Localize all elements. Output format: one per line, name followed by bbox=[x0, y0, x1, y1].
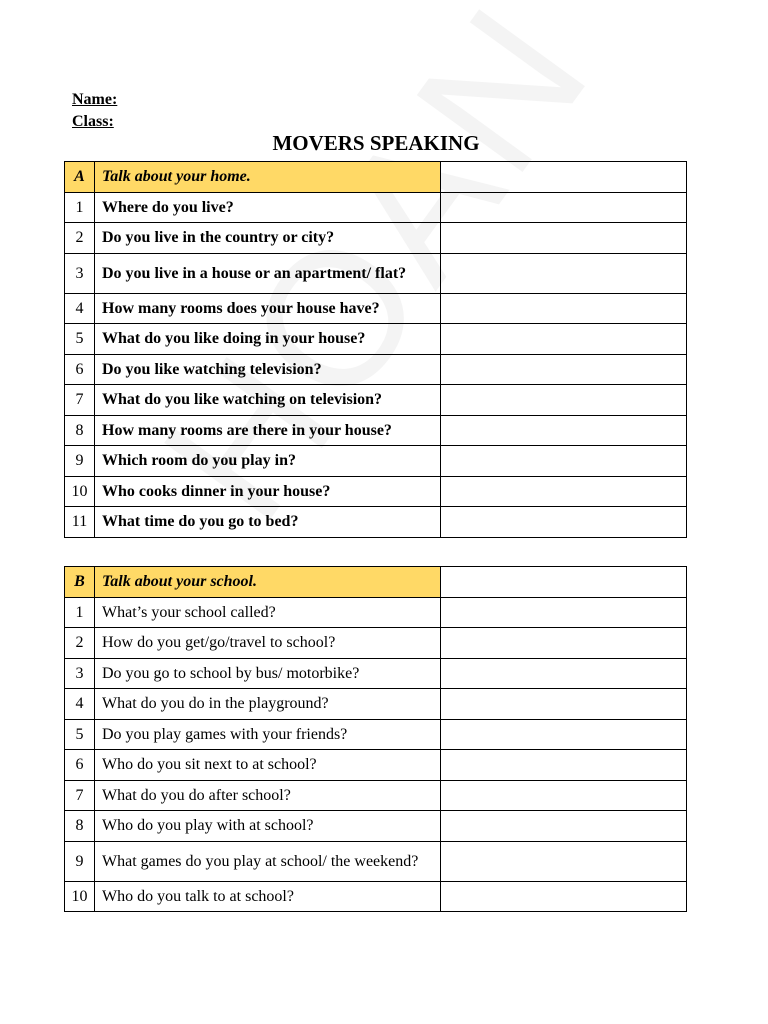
answer-cell[interactable] bbox=[441, 192, 687, 223]
question-number: 1 bbox=[65, 597, 95, 628]
question-text: Do you like watching television? bbox=[95, 354, 441, 385]
section-header-row bbox=[65, 567, 687, 598]
question-text: What do you do after school? bbox=[95, 780, 441, 811]
question-number: 11 bbox=[65, 507, 95, 538]
table-row bbox=[65, 192, 687, 223]
question-number: 4 bbox=[65, 293, 95, 324]
question-text: Who do you talk to at school? bbox=[95, 881, 441, 912]
table-row bbox=[65, 658, 687, 689]
answer-cell[interactable] bbox=[441, 476, 687, 507]
question-number: 9 bbox=[65, 841, 95, 881]
answer-cell[interactable] bbox=[441, 811, 687, 842]
section-a-table bbox=[64, 161, 687, 538]
question-number: 1 bbox=[65, 192, 95, 223]
answer-cell[interactable] bbox=[441, 385, 687, 416]
question-text: Do you go to school by bus/ motorbike? bbox=[95, 658, 441, 689]
question-text: Do you play games with your friends? bbox=[95, 719, 441, 750]
answer-cell[interactable] bbox=[441, 324, 687, 355]
table-row bbox=[65, 628, 687, 659]
table-row bbox=[65, 597, 687, 628]
question-text: Do you live in the country or city? bbox=[95, 223, 441, 254]
answer-cell[interactable] bbox=[441, 567, 687, 598]
question-number: 10 bbox=[65, 476, 95, 507]
section-heading: Talk about your home. bbox=[95, 162, 441, 193]
table-row bbox=[65, 223, 687, 254]
question-number: 6 bbox=[65, 354, 95, 385]
answer-cell[interactable] bbox=[441, 750, 687, 781]
answer-cell[interactable] bbox=[441, 719, 687, 750]
section-letter: B bbox=[65, 567, 95, 598]
table-row bbox=[65, 689, 687, 720]
table-row bbox=[65, 385, 687, 416]
question-number: 2 bbox=[65, 223, 95, 254]
question-text: What do you like doing in your house? bbox=[95, 324, 441, 355]
answer-cell[interactable] bbox=[441, 446, 687, 477]
table-row bbox=[65, 841, 687, 881]
question-number: 5 bbox=[65, 324, 95, 355]
table-row bbox=[65, 507, 687, 538]
question-text: What games do you play at school/ the weekend? bbox=[95, 841, 441, 881]
question-text: Who do you play with at school? bbox=[95, 811, 441, 842]
question-text: What do you like watching on television? bbox=[95, 385, 441, 416]
question-text: Do you live in a house or an apartment/ flat? bbox=[95, 253, 441, 293]
table-row bbox=[65, 811, 687, 842]
question-number: 3 bbox=[65, 658, 95, 689]
table-row bbox=[65, 750, 687, 781]
section-b-table bbox=[64, 566, 687, 912]
question-text: Where do you live? bbox=[95, 192, 441, 223]
answer-cell[interactable] bbox=[441, 689, 687, 720]
table-row bbox=[65, 293, 687, 324]
question-text: How many rooms are there in your house? bbox=[95, 415, 441, 446]
answer-cell[interactable] bbox=[441, 253, 687, 293]
table-row bbox=[65, 719, 687, 750]
table-row bbox=[65, 476, 687, 507]
table-row bbox=[65, 253, 687, 293]
table-row bbox=[65, 354, 687, 385]
section-heading: Talk about your school. bbox=[95, 567, 441, 598]
answer-cell[interactable] bbox=[441, 628, 687, 659]
question-number: 5 bbox=[65, 719, 95, 750]
answer-cell[interactable] bbox=[441, 507, 687, 538]
question-number: 7 bbox=[65, 385, 95, 416]
answer-cell[interactable] bbox=[441, 841, 687, 881]
question-number: 9 bbox=[65, 446, 95, 477]
class-label: Class: bbox=[72, 113, 114, 130]
question-text: What’s your school called? bbox=[95, 597, 441, 628]
answer-cell[interactable] bbox=[441, 881, 687, 912]
question-number: 10 bbox=[65, 881, 95, 912]
question-number: 8 bbox=[65, 415, 95, 446]
question-number: 4 bbox=[65, 689, 95, 720]
question-text: How do you get/go/travel to school? bbox=[95, 628, 441, 659]
answer-cell[interactable] bbox=[441, 223, 687, 254]
answer-cell[interactable] bbox=[441, 415, 687, 446]
question-text: What time do you go to bed? bbox=[95, 507, 441, 538]
question-text: How many rooms does your house have? bbox=[95, 293, 441, 324]
question-text: Who do you sit next to at school? bbox=[95, 750, 441, 781]
answer-cell[interactable] bbox=[441, 354, 687, 385]
question-text: Who cooks dinner in your house? bbox=[95, 476, 441, 507]
question-text: What do you do in the playground? bbox=[95, 689, 441, 720]
question-text: Which room do you play in? bbox=[95, 446, 441, 477]
table-row bbox=[65, 446, 687, 477]
question-number: 6 bbox=[65, 750, 95, 781]
question-number: 2 bbox=[65, 628, 95, 659]
answer-cell[interactable] bbox=[441, 597, 687, 628]
table-row bbox=[65, 881, 687, 912]
page-title: MOVERS SPEAKING bbox=[272, 131, 480, 155]
section-letter: A bbox=[65, 162, 95, 193]
question-number: 8 bbox=[65, 811, 95, 842]
answer-cell[interactable] bbox=[441, 162, 687, 193]
answer-cell[interactable] bbox=[441, 658, 687, 689]
answer-cell[interactable] bbox=[441, 293, 687, 324]
table-row bbox=[65, 415, 687, 446]
section-header-row bbox=[65, 162, 687, 193]
question-number: 7 bbox=[65, 780, 95, 811]
answer-cell[interactable] bbox=[441, 780, 687, 811]
table-row bbox=[65, 780, 687, 811]
table-row bbox=[65, 324, 687, 355]
question-number: 3 bbox=[65, 253, 95, 293]
name-label: Name: bbox=[72, 91, 118, 108]
